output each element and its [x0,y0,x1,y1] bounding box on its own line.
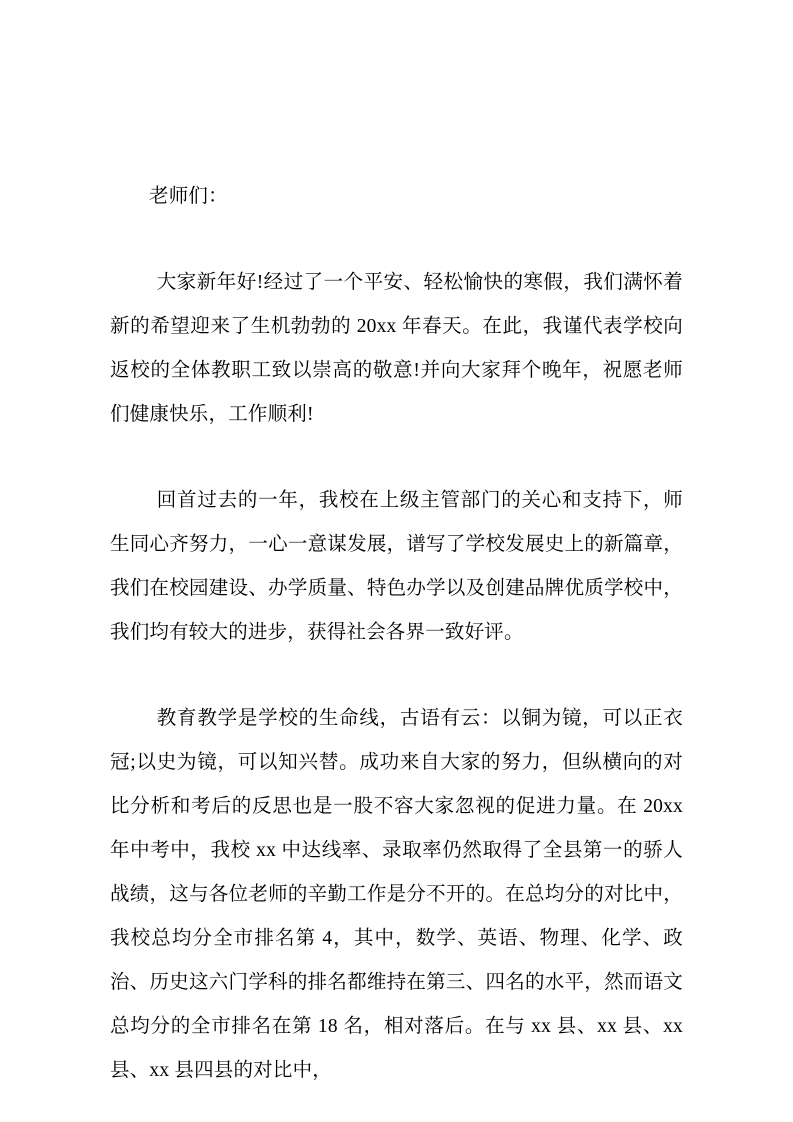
paragraph-1: 大家新年好!经过了一个平安、轻松愉快的寒假，我们满怀着新的希望迎来了生机勃勃的 20xx 年春天。在此，我谨代表学校向返校的全体教职工致以崇高的敬意!并向大家拜个晚年，祝愿老师们健康快乐，工作顺利! [110,272,683,425]
salutation-line: 老师们： [149,186,228,207]
document-body [110,175,683,1093]
paragraph-3: 教育教学是学校的生命线，古语有云：以铜为镜，可以正衣冠;以史为镜，可以知兴替。成功来自大家的努力，但纵横向的对比分析和考后的反思也是一股不容大家忽视的促进力量。在 20xx 年中考中，我校 xx 中达线率、录取率仍然取得了全县第一的骄人战绩，这与各位老师的辛勤工作是分不开的。在总均分的对比中，我校总均分全市排名第 4，其中，数学、英语、物理、化学、政治、历史这六门学科的排名都维持在第三、四名的水平，然而语文总均分的全市排名在第 18 名，相对落后。在与 xx 县、xx 县、xx 县、xx 县四县的对比中， [110,708,683,1081]
paragraph-2: 回首过去的一年，我校在上级主管部门的关心和支持下，师生同心齐努力，一心一意谋发展，谱写了学校发展史上的新篇章，我们在校园建设、办学质量、特色办学以及创建品牌优质学校中，我们均有较大的进步，获得社会各界一致好评。 [110,490,683,643]
